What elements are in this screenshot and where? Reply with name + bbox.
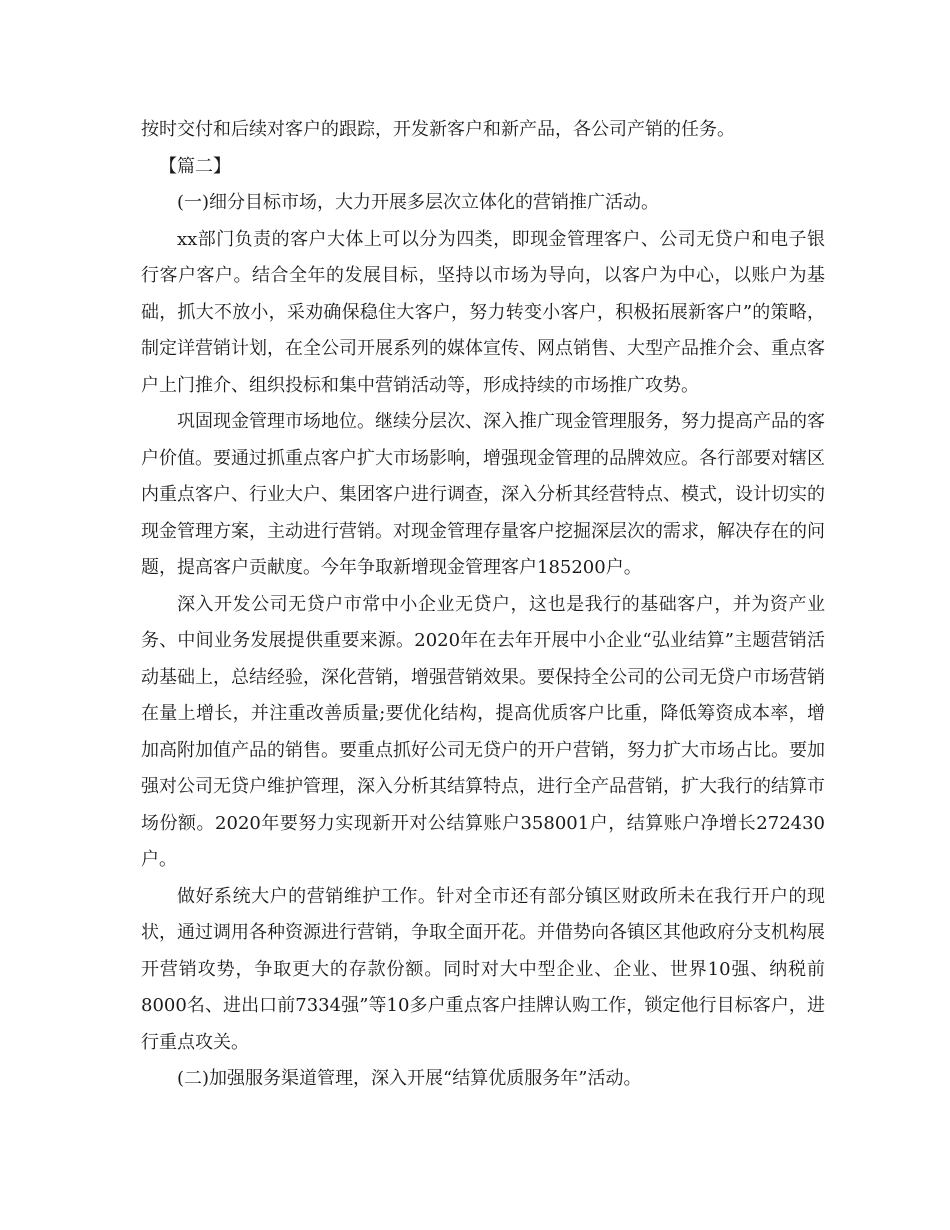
paragraph-cash-management: 巩固现金管理市场地位。继续分层次、深入推广现金管理服务，努力提高产品的客户价值。要通过抓重点客户扩大市场影响，增强现金管理的品牌效应。各行部要对辖区内重点客户、行业大户、集团客户进行调查，深入分析其经营特点、模式，设计切实的现金管理方案，主动进行营销。对现金管理存量客户挖掘深层次的需求，解决存在的问题，提高客户贡献度。今年争取新增现金管理客户185200户。 (141, 411, 825, 578)
paragraph-no-loan-accounts: 深入开发公司无贷户市常中小企业无贷户，这也是我行的基础客户，并为资产业务、中间业务发展提供重要来源。2020年在去年开展中小企业“弘业结算”主题营销活动基础上，总结经验，深化营销，增强营销效果。要保持全公司的公司无贷户市场营销在量上增长，并注重改善质量;要优化结构，提高优质客户比重，降低筹资成本率，增加高附加值产品的销售。要重点抓好公司无贷户的开户营销，努力扩大市场占比。要加强对公司无贷户维护管理，深入分析其结算特点，进行全产品营销，扩大我行的结算市场份额。2020年要努力实现新开对公结算账户358001户，结算账户净增长272430户。 (141, 593, 825, 870)
section-heading: 【篇二】 (159, 155, 231, 177)
paragraph-customer-types: xx部门负责的客户大体上可以分为四类，即现金管理客户、公司无贷户和电子银行客户客户。结合全年的发展目标，坚持以市场为导向，以客户为中心，以账户为基础，抓大不放小，采劝确保稳住大客户，努力转变小客户，积极拓展新客户”的策略，制定详营销计划，在全公司开展系列的媒体宣传、网点销售、大型产品推介会、重点客户上门推介、组织投标和集中营销活动等，形成持续的市场推广攻势。 (141, 228, 825, 396)
subsection-heading-2: (二)加强服务渠道管理，深入开展“结算优质服务年”活动。 (177, 1068, 642, 1089)
document-body (141, 112, 825, 1098)
paragraph-system-accounts: 做好系统大户的营销维护工作。针对全市还有部分镇区财政所未在我行开户的现状，通过调用各种资源进行营销，争取全面开花。并借势向各镇区其他政府分支机构展开营销攻势，争取更大的存款份额。同时对大中型企业、企业、世界10强、纳税前8000名、进出口前7334强”等10多户重点客户挂牌认购工作，锁定他行目标客户，进行重点攻关。 (141, 885, 825, 1053)
paragraph-continuation: 按时交付和后续对客户的跟踪，开发新客户和新产品，各公司产销的任务。 (141, 119, 735, 140)
subsection-heading-1: (一)细分目标市场，大力开展多层次立体化的营销推广活动。 (177, 192, 660, 213)
